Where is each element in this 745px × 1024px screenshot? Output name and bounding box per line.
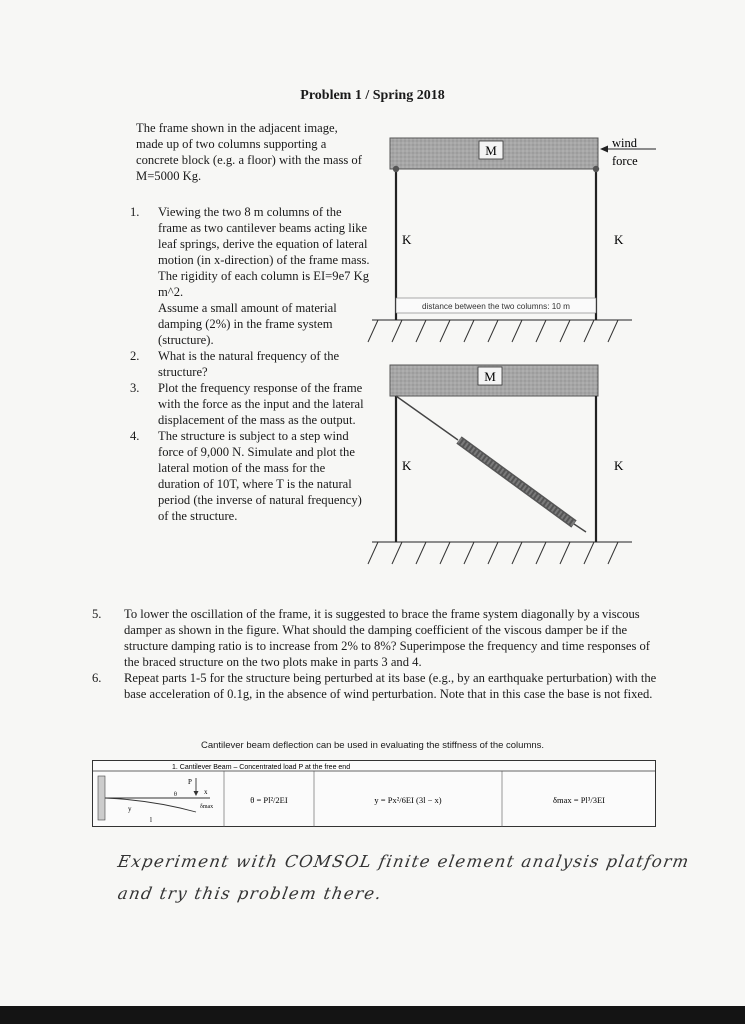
wind-arrowhead [600, 146, 608, 153]
force-label: force [612, 154, 638, 168]
mass-label: M [484, 369, 496, 384]
deflection-formula: y = Px²/6EI (3l − x) [374, 795, 442, 805]
question-number: 1. [130, 205, 140, 219]
scan-edge-bar [0, 1006, 745, 1024]
question-item [92, 670, 667, 702]
beam-formula-table [92, 760, 657, 828]
sketch-label: θ [174, 792, 177, 798]
left-joint [393, 166, 399, 172]
question-item [130, 348, 370, 380]
question-item [92, 606, 667, 670]
stiffness-label-left: K [402, 232, 412, 247]
sketch-label: P [188, 778, 192, 786]
question-list [130, 204, 370, 524]
question-number: 3. [130, 381, 140, 395]
page-title: Problem 1 / Spring 2018 [300, 88, 445, 103]
mass-label: M [485, 143, 497, 158]
question-text: Viewing the two 8 m columns of the frame as two cantilever beams acting like leaf springs, derive the equation of lateral motion (in x-direction) of the frame mass. The rigidity of each column is EI=9e7 Kg m^2. [158, 205, 370, 299]
frame-figure-wind [360, 128, 660, 358]
question-text: What is the natural frequency of the structure? [158, 349, 340, 379]
question-text: Plot the frequency response of the frame with the force as the input and the lateral displacement of the mass as the output. [158, 381, 364, 427]
stiffness-label-right: K [614, 232, 624, 247]
question-text: Repeat parts 1-5 for the structure being perturbed at its base (e.g., by an earthquake perturbation) with the base acceleration of 0.1g, in the absence of wind perturbation. Note that in this case the base is not fixed. [124, 671, 657, 701]
slope-formula: θ = Pl²/2EI [250, 795, 288, 805]
damper-rod [574, 524, 586, 532]
wind-label: wind [612, 136, 637, 150]
sketch-label: l [150, 816, 152, 824]
intro-paragraph: The frame shown in the adjacent image, made up of two columns supporting a concrete block (e.g. a floor) with the mass of M=5000 Kg. [136, 121, 362, 183]
extended-question-list [92, 606, 667, 702]
handwritten-note-line-2: and try this problem there. [116, 884, 384, 903]
question-note: Assume a small amount of material damping (2%) in the frame system (structure). [158, 301, 337, 347]
question-number: 6. [92, 671, 102, 685]
question-item [130, 428, 370, 524]
fixed-wall [98, 776, 105, 820]
brace-rod [396, 396, 458, 440]
ground-hatch [368, 542, 618, 564]
question-text: To lower the oscillation of the frame, it is suggested to brace the frame system diagonally by a viscous damper as shown in the figure. What should the damping coefficient of the viscous damper be if the structure damping ratio is to increase from 2% to 8%? Superimpose the frequency and time responses of the braced structure on the two plots make in parts 3 and 4. [124, 607, 650, 669]
frame-figure-damper [360, 360, 660, 585]
question-number: 2. [130, 349, 140, 363]
question-item [130, 380, 370, 428]
question-item [130, 204, 370, 300]
ground-hatch [368, 320, 618, 342]
distance-label: distance between the two columns: 10 m [422, 302, 570, 311]
max-deflection-formula: δmax = Pl³/3EI [553, 795, 605, 805]
question-text: The structure is subject to a step wind force of 9,000 N. Simulate and plot the lateral motion of the mass for the duration of 10T, where T is the natural period (the inverse of natural frequency) of the structure. [158, 429, 362, 523]
table-header: 1. Cantilever Beam – Concentrated load P at the free end [172, 764, 351, 771]
sketch-label: δmax [200, 804, 214, 810]
question-number: 4. [130, 429, 140, 443]
sketch-label: y [128, 805, 132, 813]
stiffness-label-left: K [402, 458, 412, 473]
right-joint [593, 166, 599, 172]
handwritten-note-line-1: Experiment with COMSOL finite element analysis platform [116, 852, 692, 871]
question-number: 5. [92, 607, 102, 621]
beam-table-caption: Cantilever beam deflection can be used in evaluating the stiffness of the columns. [200, 740, 545, 751]
stiffness-label-right: K [614, 458, 624, 473]
sketch-label: x [204, 788, 208, 796]
